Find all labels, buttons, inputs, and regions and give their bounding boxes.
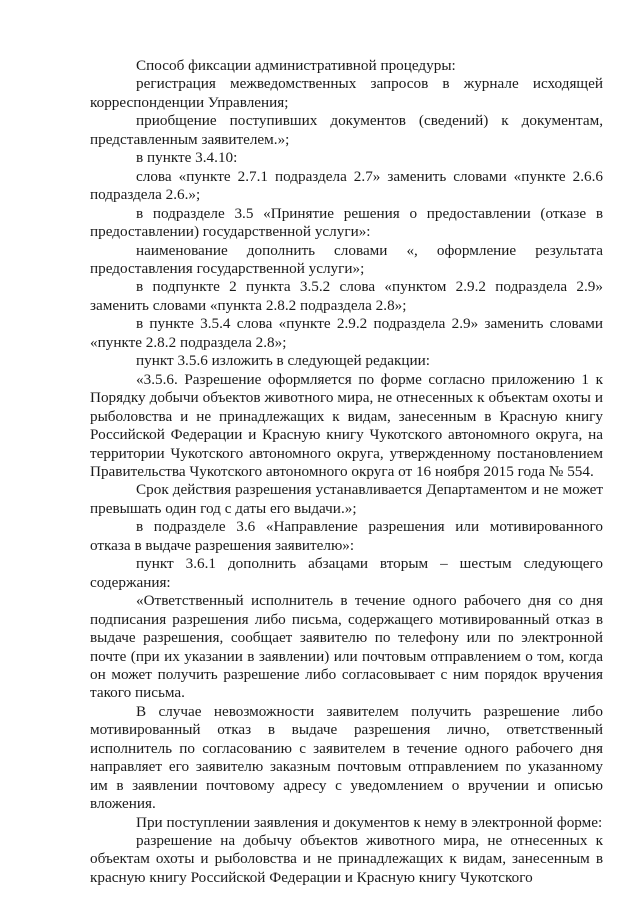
paragraph-10: пункт 3.5.6 изложить в следующей редакции: (136, 352, 430, 370)
paragraph-7: наименование дополнить словами «, оформление результата предоставления государственной услуги»; (90, 241, 603, 277)
document-body (90, 57, 603, 887)
paragraph-16: В случае невозможности заявителем получить разрешение либо мотивированный отказ в выдаче разрешения лично, ответственный исполнитель по согласованию с заявителем в течение одного рабочего дня направляет его заявителю заказным почтовым отправлением по указанному им в заявлении почтовому адресу с уведомлением о вручении и описью вложения. (90, 702, 603, 813)
paragraph-4: в пункте 3.4.10: (136, 149, 238, 167)
paragraph-18: разрешение на добычу объектов животного мира, не отнесенных к объектам охоты и рыболовства и не принадлежащих к видам, занесенным в красную книгу Российской Федерации и Красную книгу Чукотского (90, 832, 603, 886)
paragraph-14: пункт 3.6.1 дополнить абзацами вторым – шестым следующего содержания: (90, 555, 603, 591)
paragraph-13: в подразделе 3.6 «Направление разрешения или мотивированного отказа в выдаче разрешения заявителю»: (90, 518, 603, 554)
paragraph-5: слова «пункте 2.7.1 подраздела 2.7» заменить словами «пункте 2.6.6 подраздела 2.6.»; (90, 167, 603, 204)
paragraph-6: в подразделе 3.5 «Принятие решения о предоставлении (отказе в предоставлении) государственной услуги»: (90, 204, 603, 241)
paragraph-8: в подпункте 2 пункта 3.5.2 слова «пунктом 2.9.2 подраздела 2.9» заменить словами «пункта 2.8.2 подраздела 2.8»; (90, 278, 603, 314)
paragraph-3: приобщение поступивших документов (сведений) к документам, представленным заявителем.»; (90, 112, 603, 148)
paragraph-2: регистрация межведомственных запросов в журнале исходящей корреспонденции Управления; (90, 75, 603, 111)
paragraph-1: Способ фиксации административной процедуры: (136, 57, 456, 74)
paragraph-11: «3.5.6. Разрешение оформляется по форме согласно приложению 1 к Порядку добычи объектов животного мира, не отнесенных к объектам охоты и рыболовства и не принадлежащих к видам, занесенным в Красную книгу Российской Федерации и Красную книгу Чукотского автономного округа, на территории Чукотского автономного округа, утвержденному постановлением Правительства Чукотского автономного округа от 16 ноября 2015 года № 554. (90, 370, 603, 480)
paragraph-17: При поступлении заявления и документов к нему в электронной форме: (136, 813, 603, 831)
paragraph-12: Срок действия разрешения устанавливается Департаментом и не может превышать один год с даты его выдачи.»; (90, 481, 603, 517)
paragraph-9: в пункте 3.5.4 слова «пункте 2.9.2 подраздела 2.9» заменить словами «пункте 2.8.2 подраздела 2.8»; (90, 315, 603, 351)
paragraph-15: «Ответственный исполнитель в течение одного рабочего дня со дня подписания разрешения либо письма, содержащего мотивированный отказ в выдаче разрешения, сообщает заявителю по телефону или по электронной почте (при их указании в заявлении) или почтовым отправлением о том, когда он может получить разрешение либо согласовывает с ним порядок вручения такого письма. (90, 592, 603, 702)
